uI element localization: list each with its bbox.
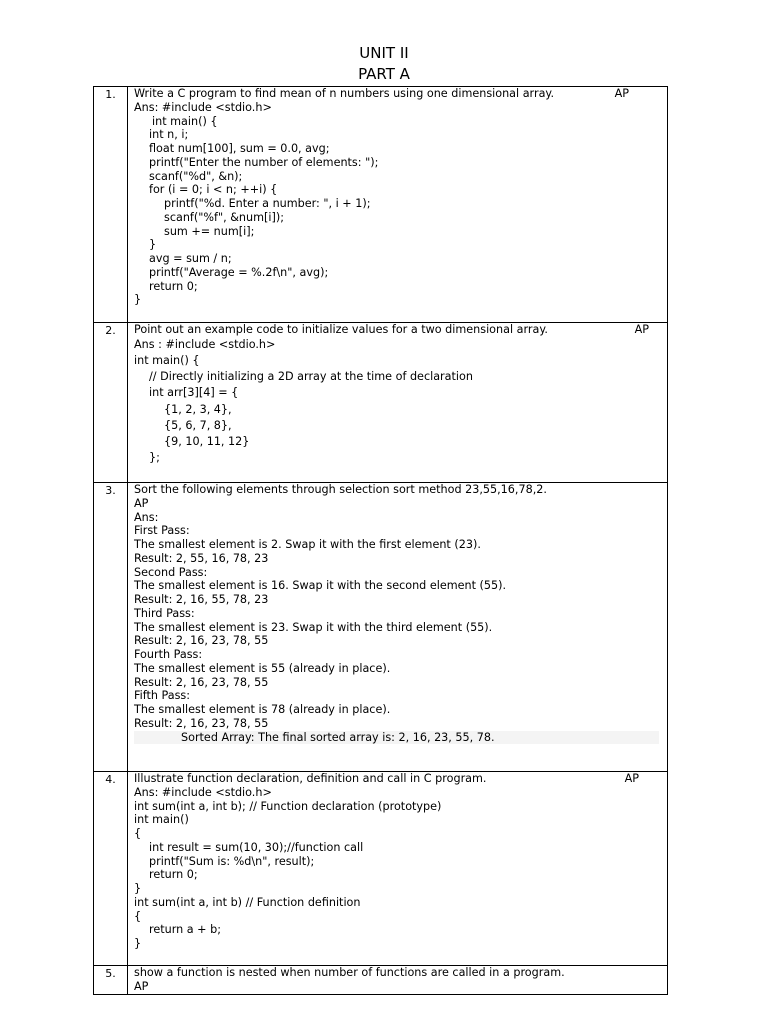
question-body bbox=[128, 966, 668, 995]
answer-line: First Pass: bbox=[134, 524, 190, 538]
answer-line: Fifth Pass: bbox=[134, 689, 191, 703]
unit-title: UNIT II bbox=[359, 44, 409, 62]
question-body bbox=[128, 772, 668, 966]
answer-line: Ans: #include <stdio.h> bbox=[134, 785, 272, 799]
answer-line: Second Pass: bbox=[134, 565, 208, 579]
answer-line: The smallest element is 23. Swap it with the third element (55). bbox=[134, 620, 493, 634]
answer-line: {9, 10, 11, 12} bbox=[164, 434, 250, 448]
answer-line: The smallest element is 55 (already in place). bbox=[134, 661, 391, 675]
answer-line: for (i = 0; i < n; ++i) { bbox=[149, 183, 278, 197]
answer-line: } bbox=[149, 238, 157, 252]
answer-line: return 0; bbox=[149, 868, 198, 882]
question-number: 4. bbox=[94, 772, 128, 966]
sorted-array-line: Sorted Array: The final sorted array is: 2, 16, 23, 55, 78. bbox=[134, 731, 659, 745]
level-tag: AP bbox=[134, 496, 149, 510]
question-text: Write a C program to find mean of n numbers using one dimensional array. bbox=[134, 87, 554, 100]
answer-line: {1, 2, 3, 4}, bbox=[164, 402, 232, 416]
question-text: Illustrate function declaration, definition and call in C program. bbox=[134, 772, 487, 785]
question-row-2 bbox=[94, 323, 668, 483]
question-text-row bbox=[134, 87, 659, 101]
answer-line: Result: 2, 16, 55, 78, 23 bbox=[134, 593, 269, 606]
answer-line: avg = sum / n; bbox=[149, 252, 232, 265]
answer-line: The smallest element is 16. Swap it with the second element (55). bbox=[134, 579, 507, 593]
question-number: 2. bbox=[94, 323, 128, 483]
answer-line: { bbox=[134, 909, 142, 923]
answer-line: Result: 2, 55, 16, 78, 23 bbox=[134, 551, 269, 565]
answer-line: return a + b; bbox=[149, 923, 221, 937]
question-row-1 bbox=[94, 87, 668, 323]
answer-line: printf("Average = %.2f\n", avg); bbox=[149, 265, 329, 279]
answer-line: printf("%d. Enter a number: ", i + 1); bbox=[164, 197, 371, 210]
question-row-3 bbox=[94, 483, 668, 772]
answer-line: int main() { bbox=[134, 353, 200, 367]
answer-line: return 0; bbox=[149, 279, 198, 293]
answer-line: { bbox=[134, 827, 142, 840]
answer-line: int sum(int a, int b); // Function declaration (prototype) bbox=[134, 799, 442, 813]
answer-line: The smallest element is 78 (already in place). bbox=[134, 703, 391, 716]
question-number: 5. bbox=[94, 966, 128, 995]
answer-line: Fourth Pass: bbox=[134, 648, 203, 661]
question-text: show a function is nested when number of functions are called in a program. bbox=[134, 966, 565, 979]
answer-line: sum += num[i]; bbox=[164, 224, 255, 238]
answer-line: {5, 6, 7, 8}, bbox=[164, 418, 232, 432]
question-row-5 bbox=[94, 966, 668, 995]
answer-line: Result: 2, 16, 23, 78, 55 bbox=[134, 634, 269, 648]
question-body bbox=[128, 87, 668, 323]
answer-line: float num[100], sum = 0.0, avg; bbox=[149, 142, 330, 155]
answer-line: scanf("%f", &num[i]); bbox=[164, 210, 284, 224]
answer-line: } bbox=[134, 937, 142, 950]
question-body bbox=[128, 483, 668, 772]
question-table bbox=[93, 86, 668, 995]
part-title: PART A bbox=[358, 65, 410, 83]
answer-line: Ans: bbox=[134, 510, 159, 524]
answer-line: printf("Sum is: %d\n", result); bbox=[149, 854, 315, 868]
answer-line: }; bbox=[149, 451, 160, 465]
answer-line: int arr[3][4] = { bbox=[149, 386, 239, 400]
answer-line: } bbox=[134, 293, 142, 307]
level-tag: AP bbox=[634, 323, 649, 336]
answer-line: } bbox=[134, 882, 142, 895]
answer-line: The smallest element is 2. Swap it with the first element (23). bbox=[134, 538, 481, 551]
answer-line: int result = sum(10, 30);//function call bbox=[149, 840, 364, 854]
question-body bbox=[128, 323, 668, 483]
answer-line: Result: 2, 16, 23, 78, 55 bbox=[134, 716, 269, 730]
question-row-4 bbox=[94, 772, 668, 966]
question-text-row bbox=[134, 772, 659, 786]
question-number: 3. bbox=[94, 483, 128, 772]
answer-line: int main() { bbox=[152, 114, 218, 128]
question-text: Point out an example code to initialize values for a two dimensional array. bbox=[134, 323, 548, 336]
level-tag: AP bbox=[614, 87, 629, 100]
answer-line: Ans: #include <stdio.h> bbox=[134, 100, 272, 114]
level-tag: AP bbox=[134, 979, 149, 993]
answer-line: int n, i; bbox=[149, 128, 189, 142]
level-tag: AP bbox=[624, 772, 639, 785]
answer-line: Third Pass: bbox=[134, 606, 195, 620]
question-number: 1. bbox=[94, 87, 128, 323]
answer-line: int main() bbox=[134, 813, 189, 827]
answer-line: printf("Enter the number of elements: "); bbox=[149, 155, 379, 169]
answer-line: Result: 2, 16, 23, 78, 55 bbox=[134, 675, 269, 689]
answer-line: Ans : #include <stdio.h> bbox=[134, 337, 276, 351]
answer-line: // Directly initializing a 2D array at the time of declaration bbox=[149, 370, 473, 384]
answer-line: scanf("%d", &n); bbox=[149, 169, 243, 183]
answer-line: int sum(int a, int b) // Function definition bbox=[134, 895, 361, 909]
question-text: Sort the following elements through selection sort method 23,55,16,78,2. bbox=[134, 483, 547, 496]
question-text-row bbox=[134, 323, 659, 337]
